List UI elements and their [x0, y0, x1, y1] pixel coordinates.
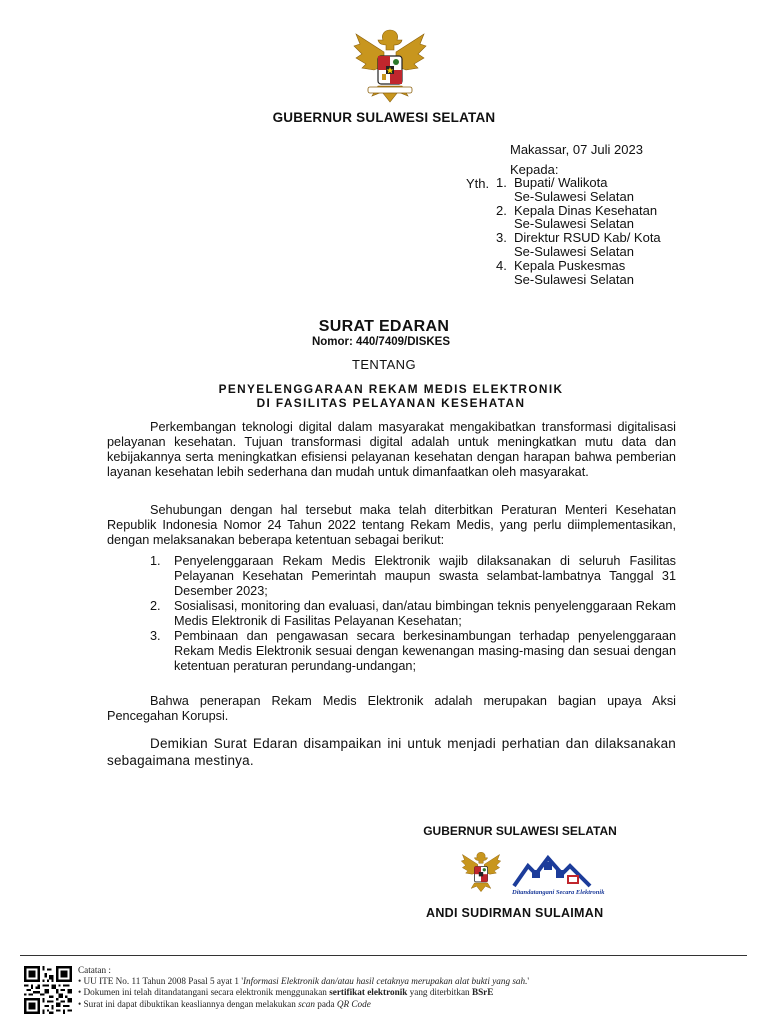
note-qr-verification: • Surat ini dapat dibuktikan keasliannya dengan melakukan scan pada QR Code [78, 998, 371, 1009]
tentang-label: TENTANG [352, 357, 416, 372]
recipient-item [496, 231, 661, 245]
provision-item [150, 554, 676, 599]
letter-title: SURAT EDARAN [318, 318, 450, 335]
body-paragraph-1: Perkembangan teknologi digital dalam masyarakat mengakibatkan transformasi digitalisasi pelayanan kesehatan. Tujuan transformasi digital adalah untuk meningkatkan mutu data dan kebijakannya serta meningkatkan efisiensi pelayanan kesehatan dengan harapan bahwa pemberian layanan kesehatan lebih sederhana dan mudah untuk dimanfaatkan oleh masyarakat. [107, 420, 676, 479]
recipient-name: Direktur RSUD Kab/ Kota [514, 230, 661, 246]
recipient-list [496, 176, 661, 286]
letter-number: Nomor: 440/7409/DISKES [311, 336, 451, 348]
footer-divider [20, 955, 747, 956]
provision-text: Sosialisasi, monitoring dan evaluasi, dan/atau bimbingan teknis penyelenggaraan Rekam Medis Elektronik di Fasilitas Pelayanan Kesehatan; [174, 599, 676, 628]
subject-line-2: DI FASILITAS PELAYANAN KESEHATAN [256, 396, 526, 410]
recipient-item [496, 259, 661, 273]
body-paragraph-3: Bahwa penerapan Rekam Medis Elektronik adalah merupakan bagian upaya Aksi Pencegahan Korupsi. [107, 694, 676, 723]
recipient-number: 1. [496, 175, 507, 190]
recipient-item [496, 176, 661, 190]
note-electronic-certificate: • Dokumen ini telah ditandatangani secara elektronik menggunakan sertifikat elektronik yang diterbitkan BSrE [78, 987, 494, 998]
kepada-label: Kepada: [510, 162, 559, 177]
recipient-area: Se-Sulawesi Selatan [514, 188, 634, 204]
body-paragraph-2: Sehubungan dengan hal tersebut maka telah diterbitkan Peraturan Menteri Kesehatan Republik Indonesia Nomor 24 Tahun 2022 tentang Rekam Medis, yang perlu diimplementasikan, dengan melaksanakan beberapa ketentuan sebagai berikut: [107, 503, 676, 547]
qr-code-icon[interactable] [24, 966, 72, 1014]
place-date: Makassar, 07 Juli 2023 [510, 142, 643, 157]
letter-subject [0, 382, 768, 410]
provision-number: 3. [150, 629, 161, 643]
provision-item [150, 599, 676, 629]
provision-list [150, 554, 676, 674]
recipient-name: Kepala Puskesmas [514, 257, 626, 273]
notes-heading: Catatan : [78, 965, 111, 975]
signatory-title: GUBERNUR SULAWESI SELATAN [423, 824, 617, 838]
recipient-area: Se-Sulawesi Selatan [514, 216, 634, 232]
electronic-signature-caption: Ditandatangani Secara Elektronik [512, 889, 605, 896]
provision-number: 1. [150, 554, 161, 568]
recipient-item [496, 204, 661, 218]
yth-label: Yth. [466, 176, 490, 191]
provision-item [150, 629, 676, 674]
recipient-name: Bupati/ Walikota [514, 175, 608, 190]
provision-number: 2. [150, 599, 161, 613]
garuda-emblem-small-icon [458, 848, 504, 896]
recipient-number: 2. [496, 202, 507, 218]
footer-notes [78, 965, 529, 1010]
provision-text: Penyelenggaraan Rekam Medis Elektronik wajib dilaksanakan di seluruh Fasilitas Pelayanan Kesehatan Pemerintah maupun swasta selambat-lambatnya Tanggal 31 Desember 2023; [174, 554, 676, 598]
issuer-header: GUBERNUR SULAWESI SELATAN [272, 110, 496, 125]
garuda-emblem-icon [348, 26, 432, 106]
recipient-number: 3. [496, 230, 507, 246]
subject-line-1: PENYELENGGARAAN REKAM MEDIS ELEKTRONIK [218, 382, 564, 396]
recipient-area: Se-Sulawesi Selatan [514, 271, 634, 287]
note-ite-law: • UU ITE No. 11 Tahun 2008 Pasal 5 ayat 1 'Informasi Elektronik dan/atau hasil cetaknya merupakan alat bukti yang sah.' [78, 976, 530, 987]
bsre-logo-icon [512, 852, 592, 888]
provision-text: Pembinaan dan pengawasan secara berkesinambungan terhadap penyelenggaraan Rekam Medis Elektronik sesuai dengan kewenangan masing-masing dan sesuai dengan ketentuan peraturan perundang-undangan; [174, 629, 676, 673]
recipient-name: Kepala Dinas Kesehatan [514, 202, 658, 218]
recipient-area: Se-Sulawesi Selatan [514, 243, 634, 259]
recipient-number: 4. [496, 257, 507, 273]
closing-paragraph: Demikian Surat Edaran disampaikan ini untuk menjadi perhatian dan dilaksanakan sebagaimana mestinya. [107, 736, 676, 768]
signatory-name: ANDI SUDIRMAN SULAIMAN [426, 906, 604, 920]
